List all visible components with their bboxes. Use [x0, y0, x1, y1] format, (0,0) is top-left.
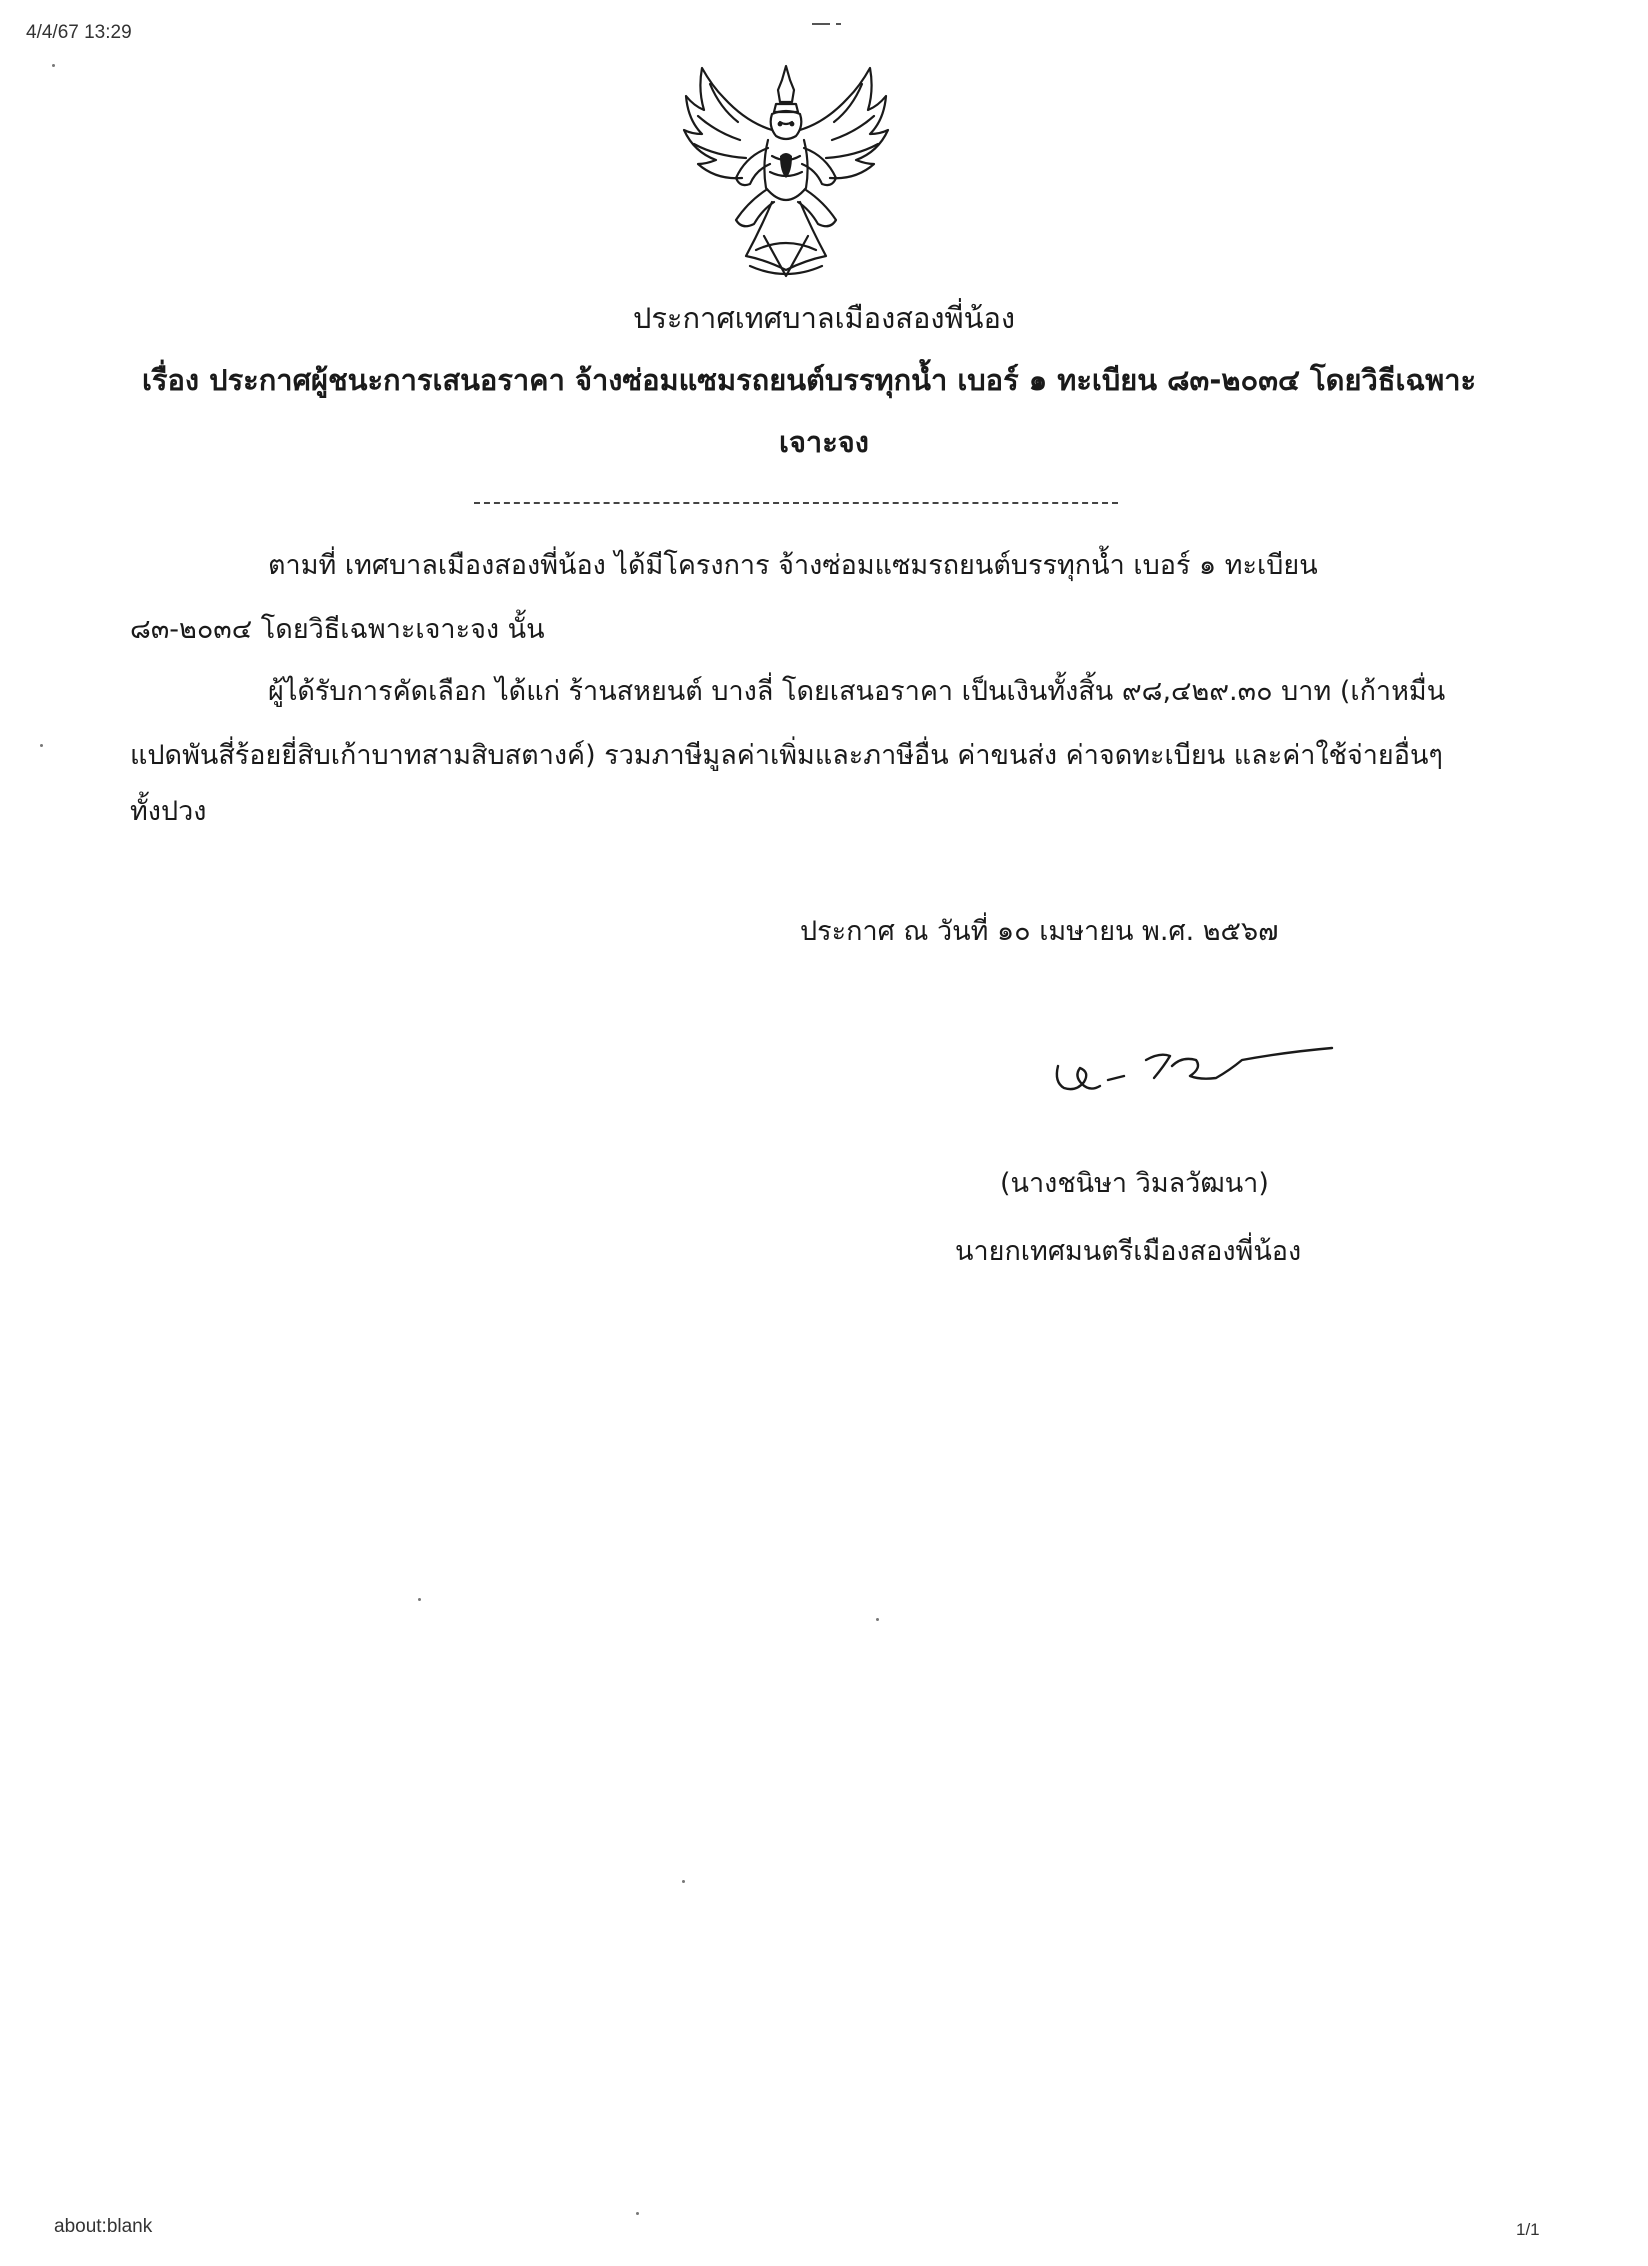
paragraph-2-line-1: ผู้ได้รับการคัดเลือก ได้แก่ ร้านสหยนต์ บางลี่ โดยเสนอราคา เป็นเงินทั้งสิ้น ๙๘,๔๒๙.๓๐ บาท (เก้าหมื่น — [268, 676, 1446, 707]
signer-name: (นางชนิษา วิมลวัฒนา) — [1000, 1168, 1269, 1199]
signer-title: นายกเทศมนตรีเมืองสองพี่น้อง — [955, 1236, 1302, 1267]
scan-speck — [40, 744, 43, 747]
paragraph-1-line-1: ตามที่ เทศบาลเมืองสองพี่น้อง ได้มีโครงการ จ้างซ่อมแซมรถยนต์บรรทุกน้ำ เบอร์ ๑ ทะเบียน — [268, 550, 1318, 581]
scan-speck — [682, 1880, 685, 1883]
paragraph-2-line-2: แปดพันสี่ร้อยยี่สิบเก้าบาทสามสิบสตางค์) รวมภาษีมูลค่าเพิ่มและภาษีอื่น ค่าขนส่ง ค่าจดทะเบียน และค่าใช้จ่ายอื่นๆ — [130, 740, 1443, 771]
scan-mark — [812, 22, 842, 26]
footer-page-number: 1/1 — [1516, 2220, 1540, 2239]
document-org-title: ประกาศเทศบาลเมืองสองพี่น้อง — [632, 301, 1016, 335]
paragraph-1-line-2: ๘๓-๒๐๓๔ โดยวิธีเฉพาะเจาะจง นั้น — [130, 614, 545, 645]
footer-url: about:blank — [54, 2216, 153, 2237]
garuda-emblem-icon — [676, 60, 896, 282]
scan-speck — [876, 1618, 879, 1621]
scan-speck — [52, 64, 55, 67]
document-subject: เรื่อง ประกาศผู้ชนะการเสนอราคา จ้างซ่อมแซมรถยนต์บรรทุกน้ำ เบอร์ ๑ ทะเบียน ๘๓-๒๐๓๔ โดยวิธีเฉพาะ — [142, 363, 1477, 397]
scan-speck — [636, 2212, 639, 2215]
paragraph-2-line-3: ทั้งปวง — [130, 796, 207, 827]
scan-speck — [418, 1598, 421, 1601]
print-timestamp: 4/4/67 13:29 — [26, 22, 132, 43]
handwritten-signature — [1050, 1030, 1340, 1110]
document-subject-continued: เจาะจง — [779, 425, 869, 459]
announcement-date: ประกาศ ณ วันที่ ๑๐ เมษายน พ.ศ. ๒๕๖๗ — [800, 916, 1279, 947]
dashed-divider — [474, 502, 1118, 504]
